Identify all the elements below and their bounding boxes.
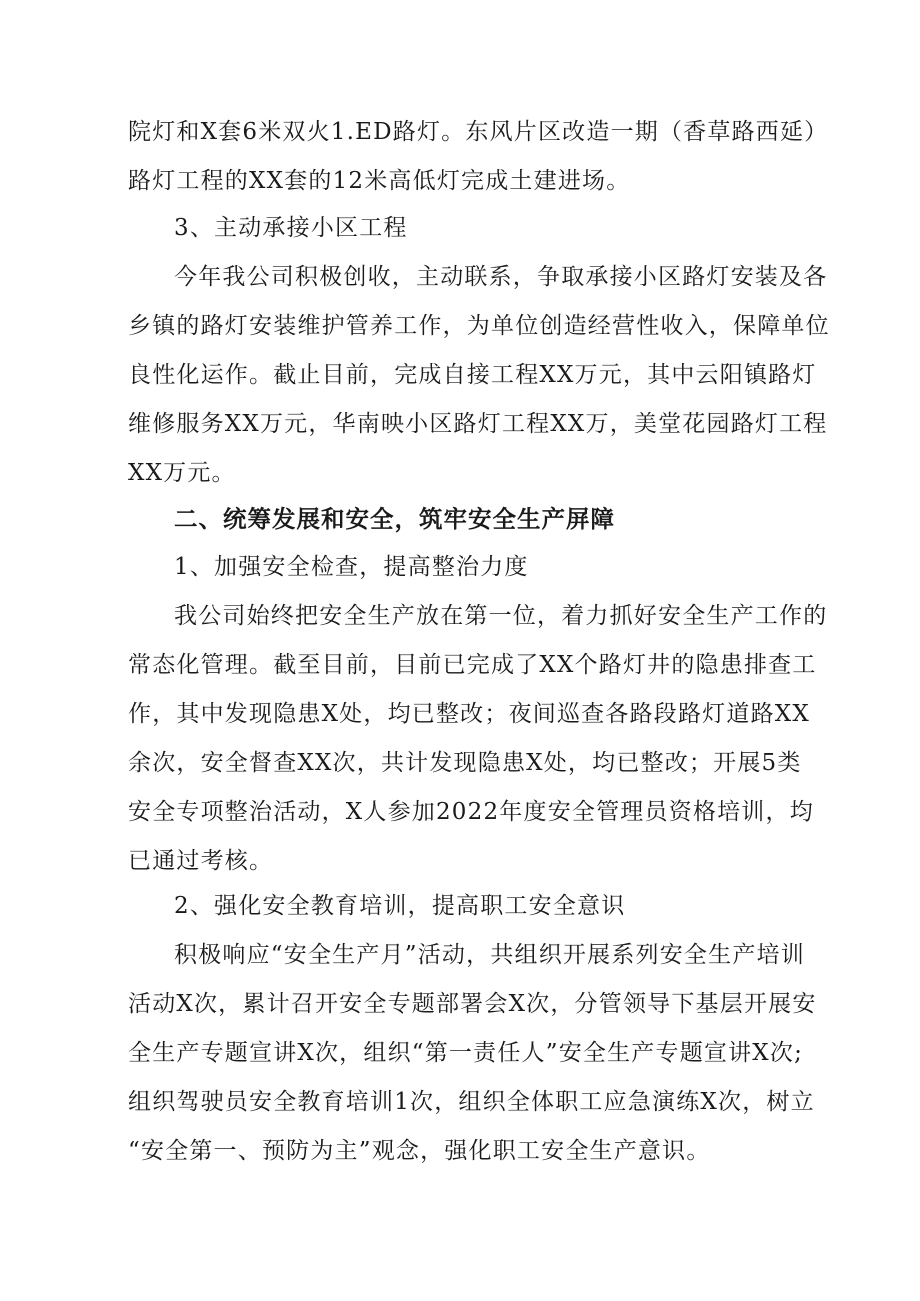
text-line: 常态化管理。截至目前，目前已完成了XX个路灯井的隐患排查工 (128, 652, 817, 678)
text-line: 安全专项整治活动，X人参加2022年度安全管理员资格培训，均 (128, 799, 814, 825)
text-line: 组织驾驶员安全教育培训1次，组织全体职工应急演练X次，树立 (128, 1089, 815, 1115)
text-line: “安全第一、预防为主”观念，强化职工安全生产意识。 (128, 1138, 711, 1164)
text-line: 作，其中发现隐患X处，均已整改；夜间巡查各路段路灯道路XX (128, 701, 810, 727)
text-line: 今年我公司积极创收，主动联系，争取承接小区路灯安装及各 (174, 264, 828, 290)
subsection-3-paragraph (128, 253, 830, 498)
text-line: 维修服务XX万元，华南映小区路灯工程XX万，美堂花园路灯工程 (128, 411, 828, 437)
subsection-3-title: 3、主动承接小区工程 (174, 215, 408, 241)
subsection-2-paragraph (128, 931, 817, 1176)
text-line: 院灯和X套6米双火1.ED路灯。东风片区改造一期（香草路西延） (128, 119, 829, 145)
text-line: 路灯工程的XX套的12米高低灯完成土建进场。 (128, 168, 631, 194)
subsection-1-title: 1、加强安全检查，提高整治力度 (174, 554, 529, 580)
text-line: 余次，安全督查XX次，共计发现隐患X处，均已整改；开展5类 (128, 750, 802, 776)
text-line: 乡镇的路灯安装维护管养工作，为单位创造经营性收入，保障单位 (128, 313, 830, 339)
continuation-paragraph (128, 108, 829, 206)
text-line: 良性化运作。截止目前，完成自接工程XX万元，其中云阳镇路灯 (128, 362, 817, 388)
text-line: 活动X次，累计召开安全专题部署会X次，分管领导下基层开展安 (128, 991, 817, 1017)
text-line: XX万元。 (128, 460, 236, 486)
subsection-2-title: 2、强化安全教育培训，提高职工安全意识 (174, 893, 626, 919)
subsection-1-paragraph (128, 592, 828, 886)
text-line: 积极响应“安全生产月”活动，共组织开展系列安全生产培训 (174, 942, 805, 968)
section-2-heading: 二、统筹发展和安全，筑牢安全生产屏障 (174, 505, 615, 533)
text-line: 我公司始终把安全生产放在第一位，着力抓好安全生产工作的 (174, 603, 828, 629)
text-line: 全生产专题宣讲X次，组织“第一责任人”安全生产专题宣讲X次; (128, 1040, 804, 1066)
text-line: 已通过考核。 (128, 848, 274, 874)
